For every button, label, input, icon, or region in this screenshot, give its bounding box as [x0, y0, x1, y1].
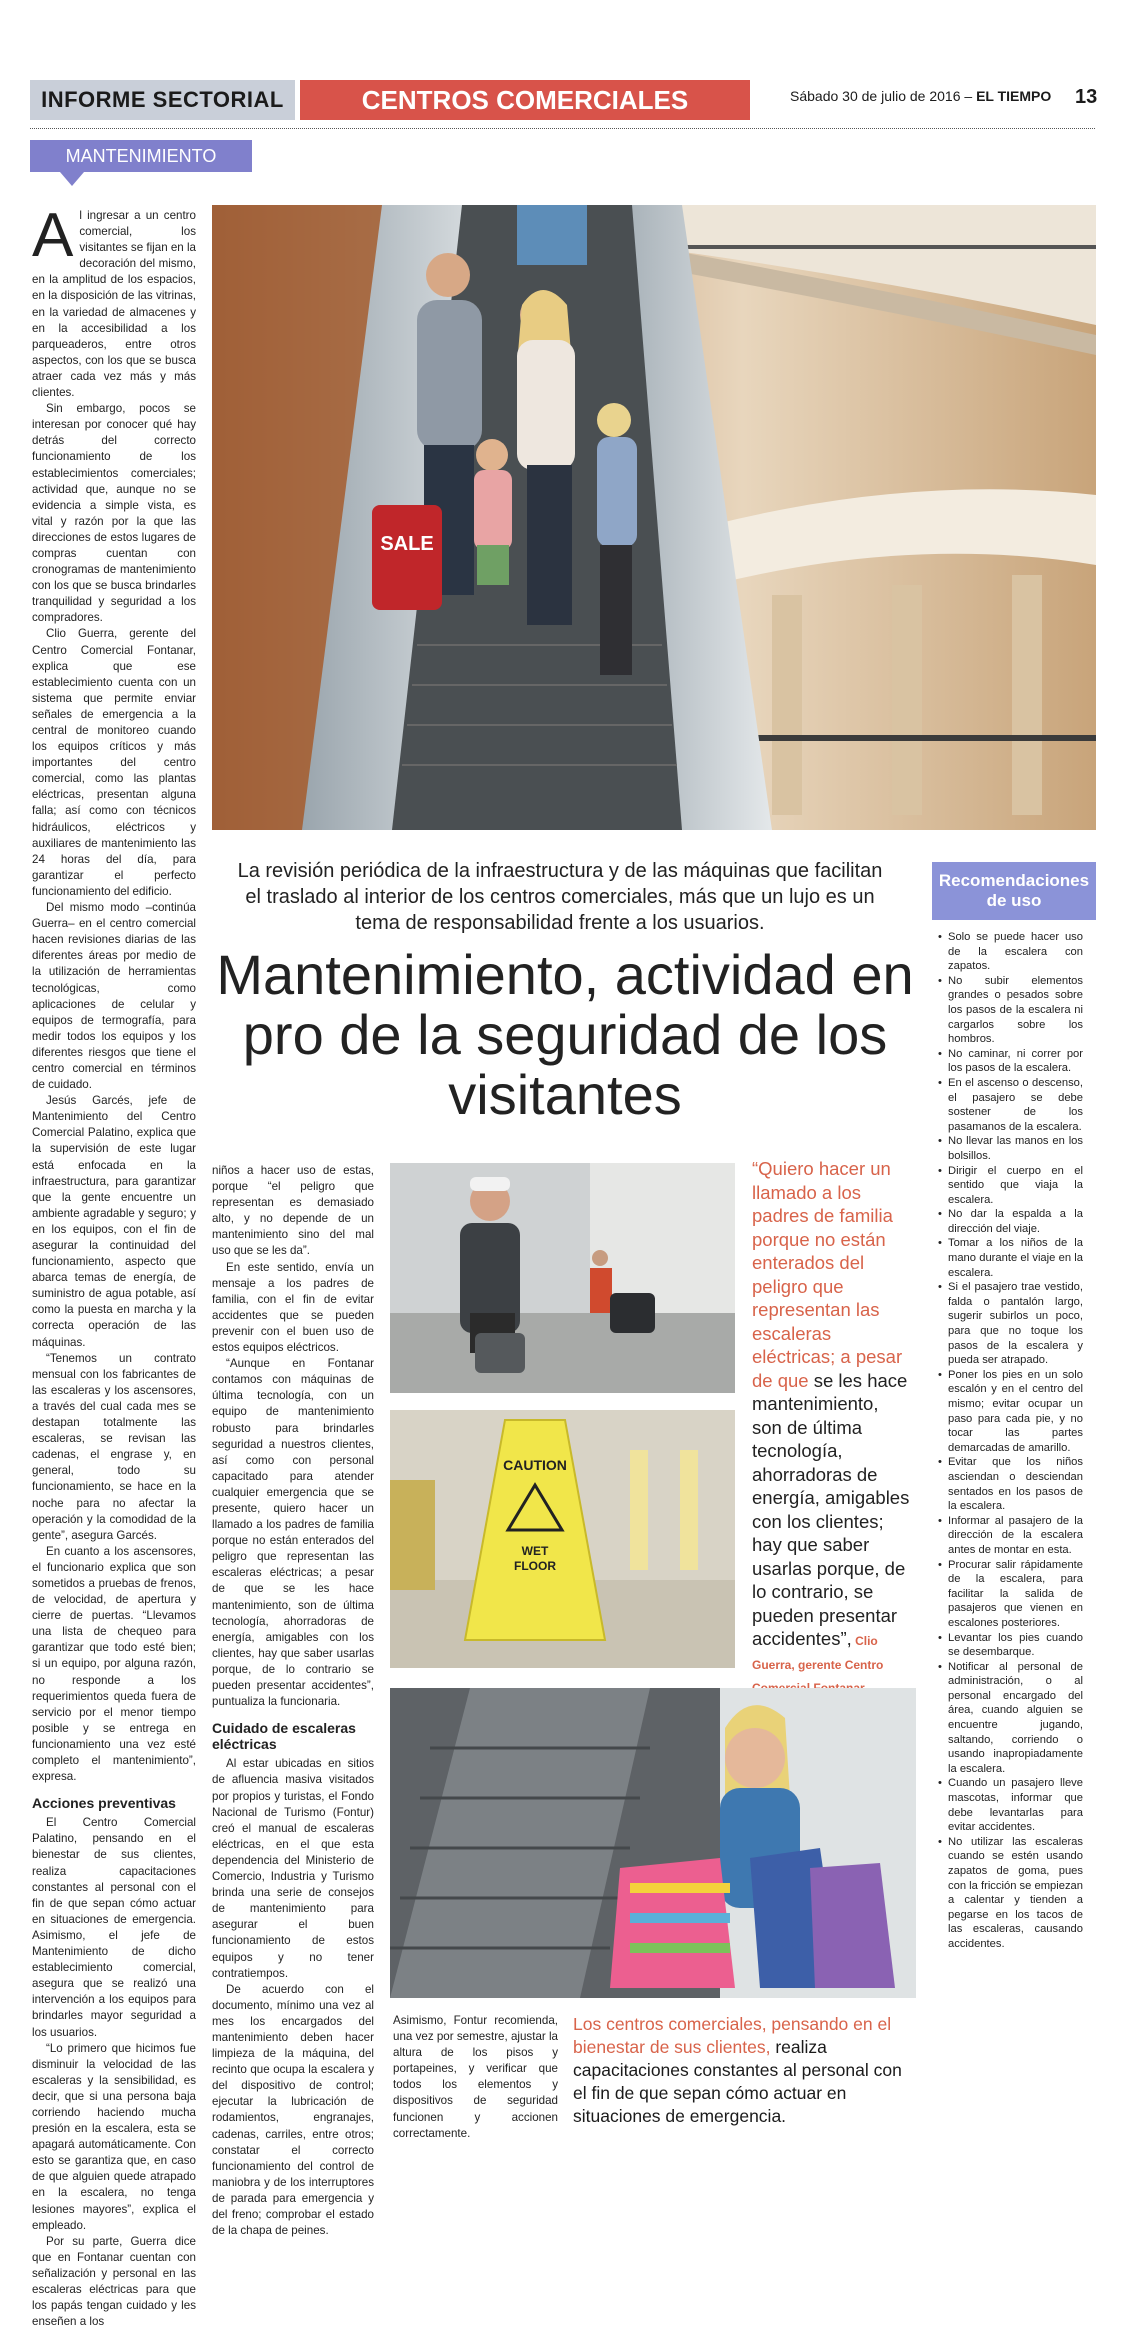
issue-date	[790, 88, 1051, 104]
recommendations-list	[948, 930, 1083, 1952]
floor-text: FLOOR	[514, 1559, 556, 1573]
list-item: • No dar la espalda a la dirección del viaje.	[948, 1207, 1083, 1236]
list-item: • Levantar los pies cuando se desembarque.	[948, 1631, 1083, 1660]
list-item: • Poner los pies en un solo escalón y en el centro del mismo; evitar ocupar un paso para cada pie, y no tocar las partes demarcadas de amarillo.	[948, 1368, 1083, 1456]
escalator-illustration	[212, 205, 1096, 830]
main-photo-escalator	[212, 205, 1096, 830]
list-item: • Si el pasajero trae vestido, falda o pantalón largo, sugerir subirlos un poco, para que no toque los pasos de la escalera y pueda ser atrapado.	[948, 1280, 1083, 1368]
article-paragraph: “Lo primero que hicimos fue disminuir la velocidad de las escaleras y la sensibilidad, es decir, que si una persona baja corriendo haciendo mucha presión en la escalera, esta se apagará automáticamente. Con esto se garantiza que, en caso de que alguien quede atrapado en la escalera, no tenga lesiones mayores”, explica el empleado.	[32, 2041, 196, 2232]
article-headline: Mantenimiento, actividad en pro de la seguridad de los visitantes	[216, 943, 914, 1126]
list-item: • Solo se puede hacer uso de la escalera con zapatos.	[948, 930, 1083, 974]
bottom-column	[393, 2013, 558, 2142]
list-item: • Notificar al personal de administración, o al personal encargado del área, cuando alguien se encuentre jugando, saltando, corriendo o usando inapropiadamente la escalera.	[948, 1660, 1083, 1777]
list-item: • Procurar salir rápidamente de la escalera, para facilitar la salida de pasajeros que vienen en escalones posteriores.	[948, 1558, 1083, 1631]
section-label-informe: INFORME SECTORIAL	[30, 80, 295, 120]
article-paragraph: “Tenemos un contrato mensual con los fabricantes de las escaleras y los ascensores, a través del cual cada mes se destapan totalmente las escaleras, se revisan las cadenas, el engrase y, en general, todo su funcionamiento, se hace en la noche para no afectar la operación y la comodidad de la gente”, asegura Garcés.	[32, 1351, 196, 1542]
article-paragraph	[32, 201, 197, 401]
article-paragraph: El Centro Comercial Palatino, pensando en el bienestar de sus clientes, realiza capacitaciones constantes al personal con el fin de que sepan cómo actuar en situaciones de emergencia. Asimismo, el jefe de Mantenimiento de dicho establecimiento comercial, asegura que se realizó una intervención a los equipos para brindarles mayor seguridad a los usuarios.	[32, 1816, 196, 2039]
list-item: • No utilizar las escaleras cuando se estén usando zapatos de goma, pues con la fricción se empiezan a calentar y tienden a pegarse en los tacos de las escaleras, causando accidentes.	[948, 1835, 1083, 1952]
photo-caution-sign	[390, 1410, 735, 1668]
list-item: • Cuando un pasajero lleve mascotas, informar que debe levantarlas para evitar accidentes.	[948, 1776, 1083, 1834]
article-paragraph: Asimismo, Fontur recomienda, una vez por semestre, ajustar la altura de los pisos y portapeines, y verificar que todos los elementos y dispositivos de seguridad funcionen y accionen correctamente.	[393, 2014, 558, 2140]
section-tag-notch	[60, 172, 84, 186]
article-paragraph: Del mismo modo –continúa Guerra– en el centro comercial hacen revisiones diarias de las diferentes áreas por medio de la utilización de herramientas tecnológicas, como aplicaciones de celular y equipos de termografía, para medir todos los equipos y los diferentes riesgos que tiene el centro comercial en términos de cuidado.	[32, 901, 196, 1092]
list-item: • No subir elementos grandes o pesados sobre los pasos de la escalera ni cargarlos sobre los hombros.	[948, 974, 1083, 1047]
article-paragraph: De acuerdo con el documento, mínimo una vez al mes los encargados del mantenimiento deben hacer limpieza de la máquina, del recinto que ocupa la escalera y del dispositivo de control; ejecutar la lubricación de rodamientos, engranajes, cadenas, carriles, entre otros; constatar el correcto funcionamiento del control de maniobra y de los interruptores de parada para emergencia y del freno; comprobar el estado de la chapa de peines.	[212, 1982, 374, 2238]
article-paragraph: “Aunque en Fontanar contamos con máquinas de última tecnología, con un equipo de mantenimiento robusto para brindarles seguridad a nuestros clientes, así como con personal capacitado para atender cualquier emergencia que se presente, quiero hacer un llamado a los padres de familia porque no están enterados del peligro que representan las escaleras eléctricas; a pesar de que se les hace mantenimiento, son de última tecnología, ahorradoras de energía, amigables con los clientes, hay que saber usarlas porque, de lo contrario se pueden presentar accidentes”, puntualiza la funcionaria.	[212, 1357, 374, 1709]
article-paragraph: Al estar ubicadas en sitios de afluencia masiva visitados por propios y turistas, el Fondo Nacional de Turismo (Fontur) creó el manual de escaleras eléctricas, en el que esta dependencia del Ministerio de Comercio, Industria y Turismo brinda una serie de consejos de mantenimiento para asegurar el buen funcionamiento de estos equipos y no tener contratiempos.	[212, 1757, 374, 1980]
article-paragraph: Por su parte, Guerra dice que en Fontanar cuentan con señalización y personal en las escaleras eléctricas para que los papás tengan cuidado y les enseñen a los	[32, 2234, 196, 2329]
worker-illustration	[390, 1163, 735, 1393]
header-divider	[30, 128, 1095, 129]
date-separator: –	[964, 88, 973, 104]
article-paragraph: niños a hacer uso de estas, porque “el peligro que representan es demasiado alto, y no depende de un mantenimiento sino del mal uso que se les da”.	[212, 1164, 374, 1258]
recommendations-title: Recomendaciones de uso	[932, 862, 1096, 920]
article-paragraph: Sin embargo, pocos se interesan por conocer qué hay detrás del correcto funcionamiento de los establecimientos comerciales; actividad que, aunque no se evidencia a simple vista, es vital y razón por la que las direcciones de estos lugares de compras cuentan con cronogramas de mantenimiento con los que se busca brindarles tranquilidad y seguridad a los compradores.	[32, 402, 196, 625]
list-item: • Tomar a los niños de la mano durante el viaje en la escalera.	[948, 1236, 1083, 1280]
section-tag: MANTENIMIENTO	[30, 140, 252, 172]
article-paragraph: Jesús Garcés, jefe de Mantenimiento del Centro Comercial Palatino, explica que la supervisión de este lugar está enfocada en la infraestructura, para garantizar que la gente encuentre un ambiente agradable y seguro; y en los equipos, con el fin de asegurar la continuidad del funcionamiento, aspecto que abarca temas de energía, de suministro de agua potable, así como la puesta en marcha y la correcta operación de las máquinas.	[32, 1094, 196, 1349]
dropcap: A	[32, 201, 74, 270]
bottom-quote-highlight: Los centros comerciales, pensando en el bienestar de sus clientes,	[573, 2014, 892, 2057]
caution-text: CAUTION	[503, 1457, 567, 1473]
caution-illustration	[390, 1410, 735, 1668]
quote-highlight: “Quiero hacer un llamado a los padres de familia porque no están enterados del peligro que representan las escaleras eléctricas; a pesar de que	[752, 1158, 903, 1391]
list-item: • Dirigir el cuerpo en el sentido que viaja la escalera.	[948, 1164, 1083, 1208]
section-label-centros: CENTROS COMERCIALES	[300, 80, 750, 120]
article-paragraph: Clio Guerra, gerente del Centro Comercial Fontanar, explica que ese establecimiento cuenta con un sistema que permite enviar señales de emergencia a la central de monitoreo cuando los equipos críticos y más importantes del centro comercial, como las plantas eléctricas, presentan alguna falla; así como con técnicos hidráulicos, eléctricos y auxiliares de mantenimiento las 24 horas del día, para garantizar el perfecto funcionamiento del edificio.	[32, 627, 196, 898]
list-item: • No caminar, ni correr por los pasos de la escalera.	[948, 1047, 1083, 1076]
left-column	[32, 201, 197, 2330]
list-item: • No llevar las manos en los bolsillos.	[948, 1134, 1083, 1163]
list-item: • Informar al pasajero de la dirección de la escalera antes de montar en esta.	[948, 1514, 1083, 1558]
photo-shopping-woman	[390, 1688, 916, 1998]
article-lead: La revisión periódica de la infraestructura y de las máquinas que facilitan el traslado al interior de los centros comerciales, más que un lujo es un tema de responsabilidad frente a los usuarios.	[237, 860, 883, 934]
page-number: 13	[1075, 86, 1098, 108]
list-item: • En el ascenso o descenso, el pasajero se debe sostener de los pasamanos de la escalera.	[948, 1076, 1083, 1134]
bottom-highlight-quote	[573, 2013, 913, 2128]
date-text: Sábado 30 de julio de 2016	[790, 88, 961, 104]
subheading-cuidado: Cuidado de escaleras eléctricas	[212, 1720, 356, 1753]
subheading-acciones: Acciones preventivas	[32, 1795, 176, 1812]
shopper-illustration	[390, 1688, 916, 1998]
list-item: • Evitar que los niños asciendan o desciendan sentados en los pasos de la escalera.	[948, 1455, 1083, 1513]
photo-cleaning-worker	[390, 1163, 735, 1393]
paragraph-text: l ingresar a un centro comercial, los visitantes se fijan en la decoración del mismo, en la amplitud de los espacios, en la disposición de las vitrinas, en la variedad de almacenes y en la accesibilidad a los parqueaderos, entre otros aspectos, con los que se busca atraer cada vez más y más clientes.	[32, 209, 197, 400]
article-paragraph: En cuanto a los ascensores, el funcionario explica que son sometidos a pruebas de frenos, de velocidad, de apertura y cierre de puertas. “Llevamos una lista de chequeo para garantizar que todo esté bien; si un equipo, por alguna razón, no responde a los requerimientos queda fuera de servicio por el menor tiempo posible y se entrega en funcionamiento una vez esté completo el mantenimiento”, expresa.	[32, 1544, 196, 1784]
sale-text: SALE	[380, 533, 434, 555]
quote-attribution: Clio Guerra, gerente Centro	[752, 1634, 884, 1672]
quote-text: se les hace mantenimiento, son de última tecnología, ahorradoras de energía, amigables con los clientes; hay que saber usarlas porque, de lo contrario, se pueden presentar accidentes”,	[752, 1369, 910, 1649]
middle-column	[212, 1163, 374, 2239]
paper-name: EL TIEMPO	[976, 88, 1052, 104]
wet-text: WET	[521, 1544, 549, 1558]
article-paragraph: En este sentido, envía un mensaje a los padres de familia, con el fin de evitar accidentes que se pueden prevenir con el buen uso de estos equipos eléctricos.	[212, 1260, 374, 1355]
bottom-quote-text: realiza capacitaciones constantes al personal con el fin de que sepan cómo actuar en situaciones de emergencia.	[573, 2037, 902, 2126]
pull-quote	[752, 1157, 912, 1698]
